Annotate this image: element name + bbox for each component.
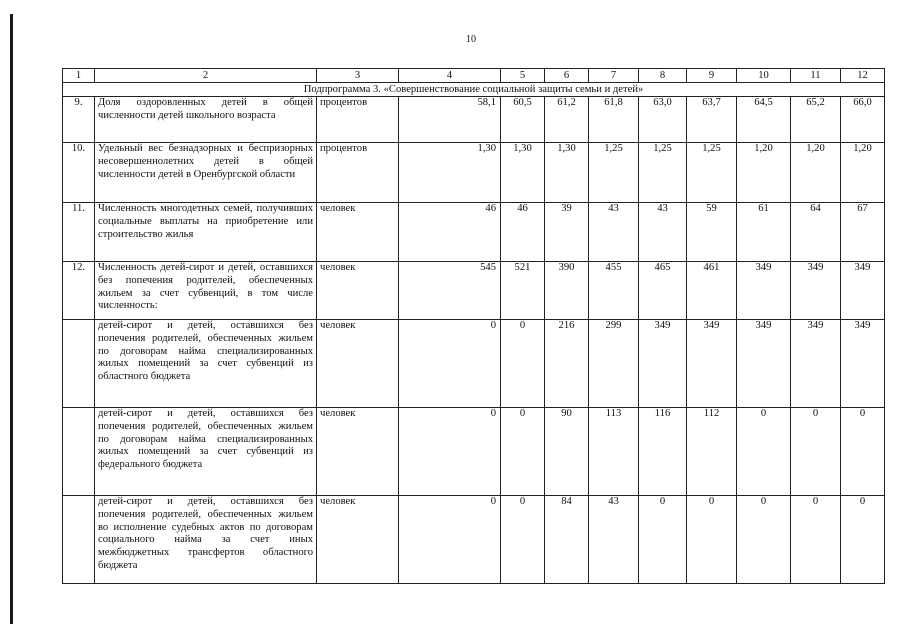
column-header: 6 [545, 69, 589, 83]
indicator-value: 0 [687, 496, 737, 584]
indicator-value: 61,2 [545, 97, 589, 143]
indicator-value: 59 [687, 203, 737, 262]
indicator-name: детей-сирот и детей, оставшихся без попечения родителей, обеспеченных жильем во исполнение судебных актов по договорам социального найма за счет иных межбюджетных трансфертов областного бюджета [95, 496, 317, 584]
column-header: 5 [501, 69, 545, 83]
indicator-value: 390 [545, 262, 589, 320]
indicator-value: 64,5 [737, 97, 791, 143]
column-header: 8 [639, 69, 687, 83]
indicator-value: 61,8 [589, 97, 639, 143]
scan-edge-shadow [10, 14, 13, 624]
indicator-value: 0 [791, 408, 841, 496]
indicator-value: 43 [639, 203, 687, 262]
indicator-value: 465 [639, 262, 687, 320]
indicator-value: 43 [589, 203, 639, 262]
column-header: 4 [399, 69, 501, 83]
indicator-value: 1,25 [687, 143, 737, 203]
indicator-value: 349 [737, 320, 791, 408]
indicator-value: 1,25 [639, 143, 687, 203]
unit-of-measure: человек [317, 262, 399, 320]
unit-of-measure: человек [317, 496, 399, 584]
indicator-value: 84 [545, 496, 589, 584]
row-number: 9. [63, 97, 95, 143]
indicator-value: 0 [791, 496, 841, 584]
column-header: 12 [841, 69, 885, 83]
indicator-value: 1,25 [589, 143, 639, 203]
row-number: 11. [63, 203, 95, 262]
indicator-value: 521 [501, 262, 545, 320]
indicator-value: 63,0 [639, 97, 687, 143]
row-number: 12. [63, 262, 95, 320]
indicator-name: детей-сирот и детей, оставшихся без попечения родителей, обеспеченных жильем по договорам найма специализированных жилых помещений за счет субвенций из федерального бюджета [95, 408, 317, 496]
indicator-value: 61 [737, 203, 791, 262]
indicator-value: 461 [687, 262, 737, 320]
indicator-value: 349 [791, 262, 841, 320]
indicator-value: 349 [841, 320, 885, 408]
row-number [63, 496, 95, 584]
indicator-value: 0 [399, 496, 501, 584]
indicator-value: 349 [841, 262, 885, 320]
indicator-value: 64 [791, 203, 841, 262]
indicator-value: 455 [589, 262, 639, 320]
indicator-value: 0 [737, 496, 791, 584]
indicator-value: 1,30 [501, 143, 545, 203]
page-number: 10 [466, 34, 476, 45]
indicator-value: 1,20 [737, 143, 791, 203]
indicator-name: Доля оздоровленных детей в общей численности детей школьного возраста [95, 97, 317, 143]
row-number [63, 320, 95, 408]
column-header: 11 [791, 69, 841, 83]
unit-of-measure: человек [317, 203, 399, 262]
table-row [63, 496, 885, 584]
indicator-value: 0 [841, 496, 885, 584]
indicator-value: 0 [737, 408, 791, 496]
indicator-value: 216 [545, 320, 589, 408]
unit-of-measure: человек [317, 408, 399, 496]
indicator-value: 0 [399, 320, 501, 408]
indicators-table [62, 68, 885, 584]
indicator-value: 0 [501, 408, 545, 496]
indicator-name: Численность детей-сирот и детей, оставшихся без попечения родителей, обеспеченных жильем за счет субвенций, в том числе численность: [95, 262, 317, 320]
indicator-value: 112 [687, 408, 737, 496]
indicator-value: 63,7 [687, 97, 737, 143]
indicator-value: 1,30 [399, 143, 501, 203]
indicator-value: 0 [639, 496, 687, 584]
column-header: 2 [95, 69, 317, 83]
indicator-value: 90 [545, 408, 589, 496]
table-row [63, 97, 885, 143]
indicator-value: 60,5 [501, 97, 545, 143]
table-row [63, 408, 885, 496]
indicator-value: 349 [639, 320, 687, 408]
column-header: 1 [63, 69, 95, 83]
column-number-row [63, 69, 885, 83]
table-row [63, 143, 885, 203]
indicator-value: 349 [737, 262, 791, 320]
indicator-value: 39 [545, 203, 589, 262]
column-header: 9 [687, 69, 737, 83]
indicator-value: 43 [589, 496, 639, 584]
subprogram-title: Подпрограмма 3. «Совершенствование социальной защиты семьи и детей» [63, 83, 885, 97]
indicator-value: 116 [639, 408, 687, 496]
column-header: 10 [737, 69, 791, 83]
indicator-value: 0 [841, 408, 885, 496]
unit-of-measure: процентов [317, 143, 399, 203]
indicator-value: 1,30 [545, 143, 589, 203]
indicator-value: 46 [501, 203, 545, 262]
indicator-name: детей-сирот и детей, оставшихся без попечения родителей, обеспеченных жильем по договорам найма специализированных жилых помещений за счет субвенций из областного бюджета [95, 320, 317, 408]
indicator-value: 113 [589, 408, 639, 496]
table-row [63, 262, 885, 320]
table-row [63, 203, 885, 262]
indicator-name: Удельный вес безнадзорных и беспризорных несовершеннолетних детей в общей численности детей в Оренбургской области [95, 143, 317, 203]
indicator-value: 66,0 [841, 97, 885, 143]
subprogram-row [63, 83, 885, 97]
indicator-value: 46 [399, 203, 501, 262]
indicator-value: 0 [399, 408, 501, 496]
indicator-value: 65,2 [791, 97, 841, 143]
row-number [63, 408, 95, 496]
indicator-value: 1,20 [791, 143, 841, 203]
column-header: 3 [317, 69, 399, 83]
row-number: 10. [63, 143, 95, 203]
indicator-value: 349 [791, 320, 841, 408]
indicator-value: 1,20 [841, 143, 885, 203]
indicator-value: 299 [589, 320, 639, 408]
unit-of-measure: человек [317, 320, 399, 408]
indicator-value: 349 [687, 320, 737, 408]
indicator-value: 0 [501, 320, 545, 408]
indicator-value: 58,1 [399, 97, 501, 143]
column-header: 7 [589, 69, 639, 83]
unit-of-measure: процентов [317, 97, 399, 143]
indicator-name: Численность многодетных семей, получивших социальные выплаты на приобретение или строительство жилья [95, 203, 317, 262]
indicator-value: 0 [501, 496, 545, 584]
table-row [63, 320, 885, 408]
indicator-value: 67 [841, 203, 885, 262]
indicator-value: 545 [399, 262, 501, 320]
